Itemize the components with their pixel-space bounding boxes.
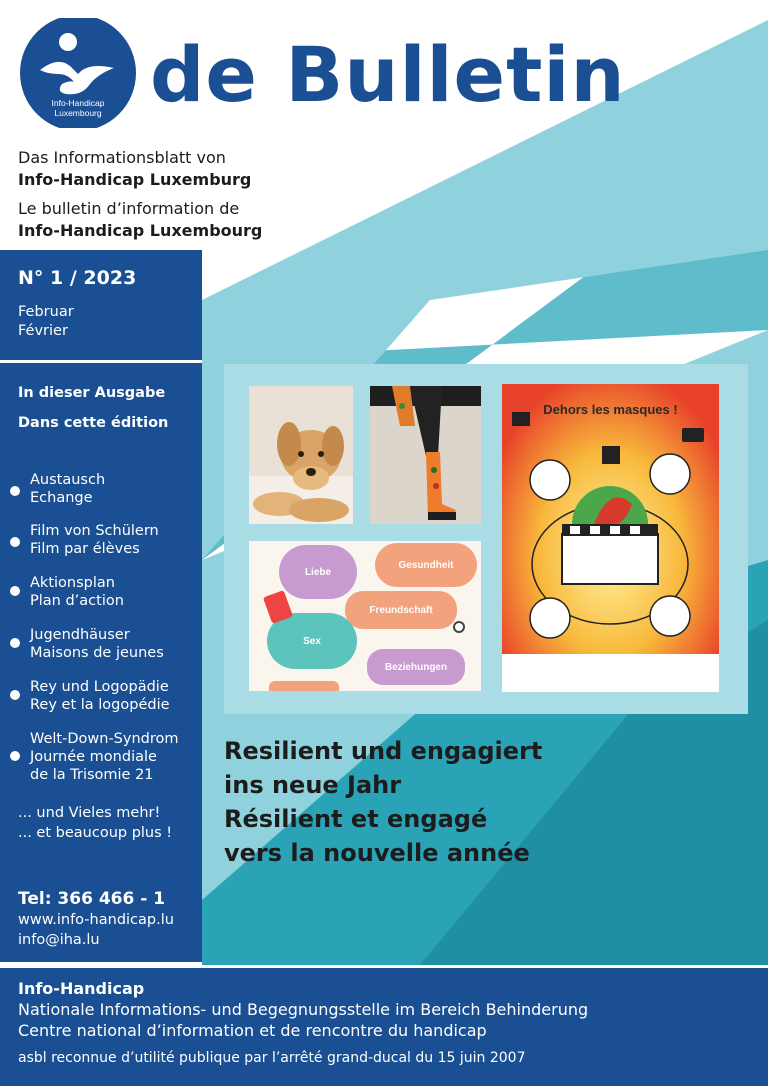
website-link[interactable]: www.info-handicap.lu bbox=[18, 912, 174, 928]
subtitle-de: Das Informationsblatt von bbox=[18, 148, 226, 167]
bullet-icon bbox=[10, 638, 20, 648]
image-collage bbox=[224, 364, 748, 714]
headline-line-4: vers la nouvelle année bbox=[224, 839, 530, 867]
issue-number: N° 1 / 2023 bbox=[18, 267, 137, 289]
film-poster bbox=[502, 384, 719, 692]
bullet-icon bbox=[10, 751, 20, 761]
toc-heading-fr: Dans cette édition bbox=[18, 415, 169, 431]
footer bbox=[0, 965, 768, 1086]
dog-photo bbox=[249, 386, 353, 524]
toc-line: Welt-Down-Syndrom bbox=[30, 731, 179, 747]
footer-legal: asbl reconnue d’utilité publique par l’arrêté grand-ducal du 15 juin 2007 bbox=[18, 1050, 526, 1066]
logo-line-2: Luxembourg bbox=[54, 108, 102, 118]
poster-illustration bbox=[502, 384, 719, 692]
toc-line: Film von Schülern bbox=[30, 523, 159, 539]
socks-photo bbox=[370, 386, 481, 524]
bubble-liebe: Liebe bbox=[279, 545, 357, 599]
toc-heading-de: In dieser Ausgabe bbox=[18, 385, 166, 401]
phone-number[interactable]: Tel: 366 466 - 1 bbox=[18, 889, 166, 909]
more-fr: ... et beaucoup plus ! bbox=[18, 825, 173, 841]
toc-line: Film par élèves bbox=[30, 541, 140, 557]
month-fr: Février bbox=[18, 323, 68, 339]
toc-line: de la Trisomie 21 bbox=[30, 767, 154, 783]
subtitle-fr: Le bulletin d’information de bbox=[18, 199, 240, 218]
bullet-icon bbox=[10, 690, 20, 700]
toc-line: Journée mondiale bbox=[30, 749, 157, 765]
sidebar bbox=[0, 250, 202, 962]
org-name-fr: Info-Handicap Luxembourg bbox=[18, 221, 263, 240]
bullet-icon bbox=[10, 586, 20, 596]
headline-line-1: Resilient und engagiert bbox=[224, 737, 543, 765]
toc-line: Maisons de jeunes bbox=[30, 645, 164, 661]
month-de: Februar bbox=[18, 304, 74, 320]
poster-title: Dehors les masques ! bbox=[543, 402, 678, 417]
toc-line: Rey und Logopädie bbox=[30, 679, 169, 695]
toc-line: Austausch bbox=[30, 472, 106, 488]
condom-icon bbox=[453, 621, 465, 633]
footer-desc-fr: Centre national d’information et de rencontre du handicap bbox=[18, 1021, 487, 1040]
more-de: ... und Vieles mehr! bbox=[18, 805, 161, 821]
footer-desc-de: Nationale Informations- und Begegnungsstelle im Bereich Behinderung bbox=[18, 1000, 589, 1019]
toc-line: Rey et la logopédie bbox=[30, 697, 170, 713]
speech-bubbles-image bbox=[249, 541, 481, 691]
bubble-partial bbox=[269, 681, 339, 691]
bubble-freundschaft: Freundschaft bbox=[345, 591, 457, 629]
toc-line: Jugendhäuser bbox=[30, 627, 130, 643]
bullet-icon bbox=[10, 537, 20, 547]
cover-headline bbox=[224, 734, 744, 870]
org-name-de: Info-Handicap Luxemburg bbox=[18, 170, 252, 189]
socks-illustration bbox=[370, 386, 481, 524]
toc-line: Aktionsplan bbox=[30, 575, 115, 591]
toc-line: Plan d’action bbox=[30, 593, 124, 609]
bullet-icon bbox=[10, 486, 20, 496]
bubble-sex: Sex bbox=[267, 613, 357, 669]
headline-line-3: Résilient et engagé bbox=[224, 805, 488, 833]
footer-org: Info-Handicap bbox=[18, 979, 145, 998]
toc-line: Echange bbox=[30, 490, 93, 506]
headline-line-2: ins neue Jahr bbox=[224, 771, 402, 799]
dog-illustration bbox=[249, 386, 353, 524]
logo-line-1: Info-Handicap bbox=[51, 98, 105, 108]
bulletin-title: de Bulletin bbox=[150, 30, 626, 119]
sidebar-divider bbox=[0, 360, 202, 363]
email-link[interactable]: info@iha.lu bbox=[18, 932, 100, 948]
footer-divider bbox=[0, 965, 768, 968]
logo-caption bbox=[18, 98, 138, 118]
bubble-beziehungen: Beziehungen bbox=[367, 649, 465, 685]
bubble-gesundheit: Gesundheit bbox=[375, 543, 477, 587]
